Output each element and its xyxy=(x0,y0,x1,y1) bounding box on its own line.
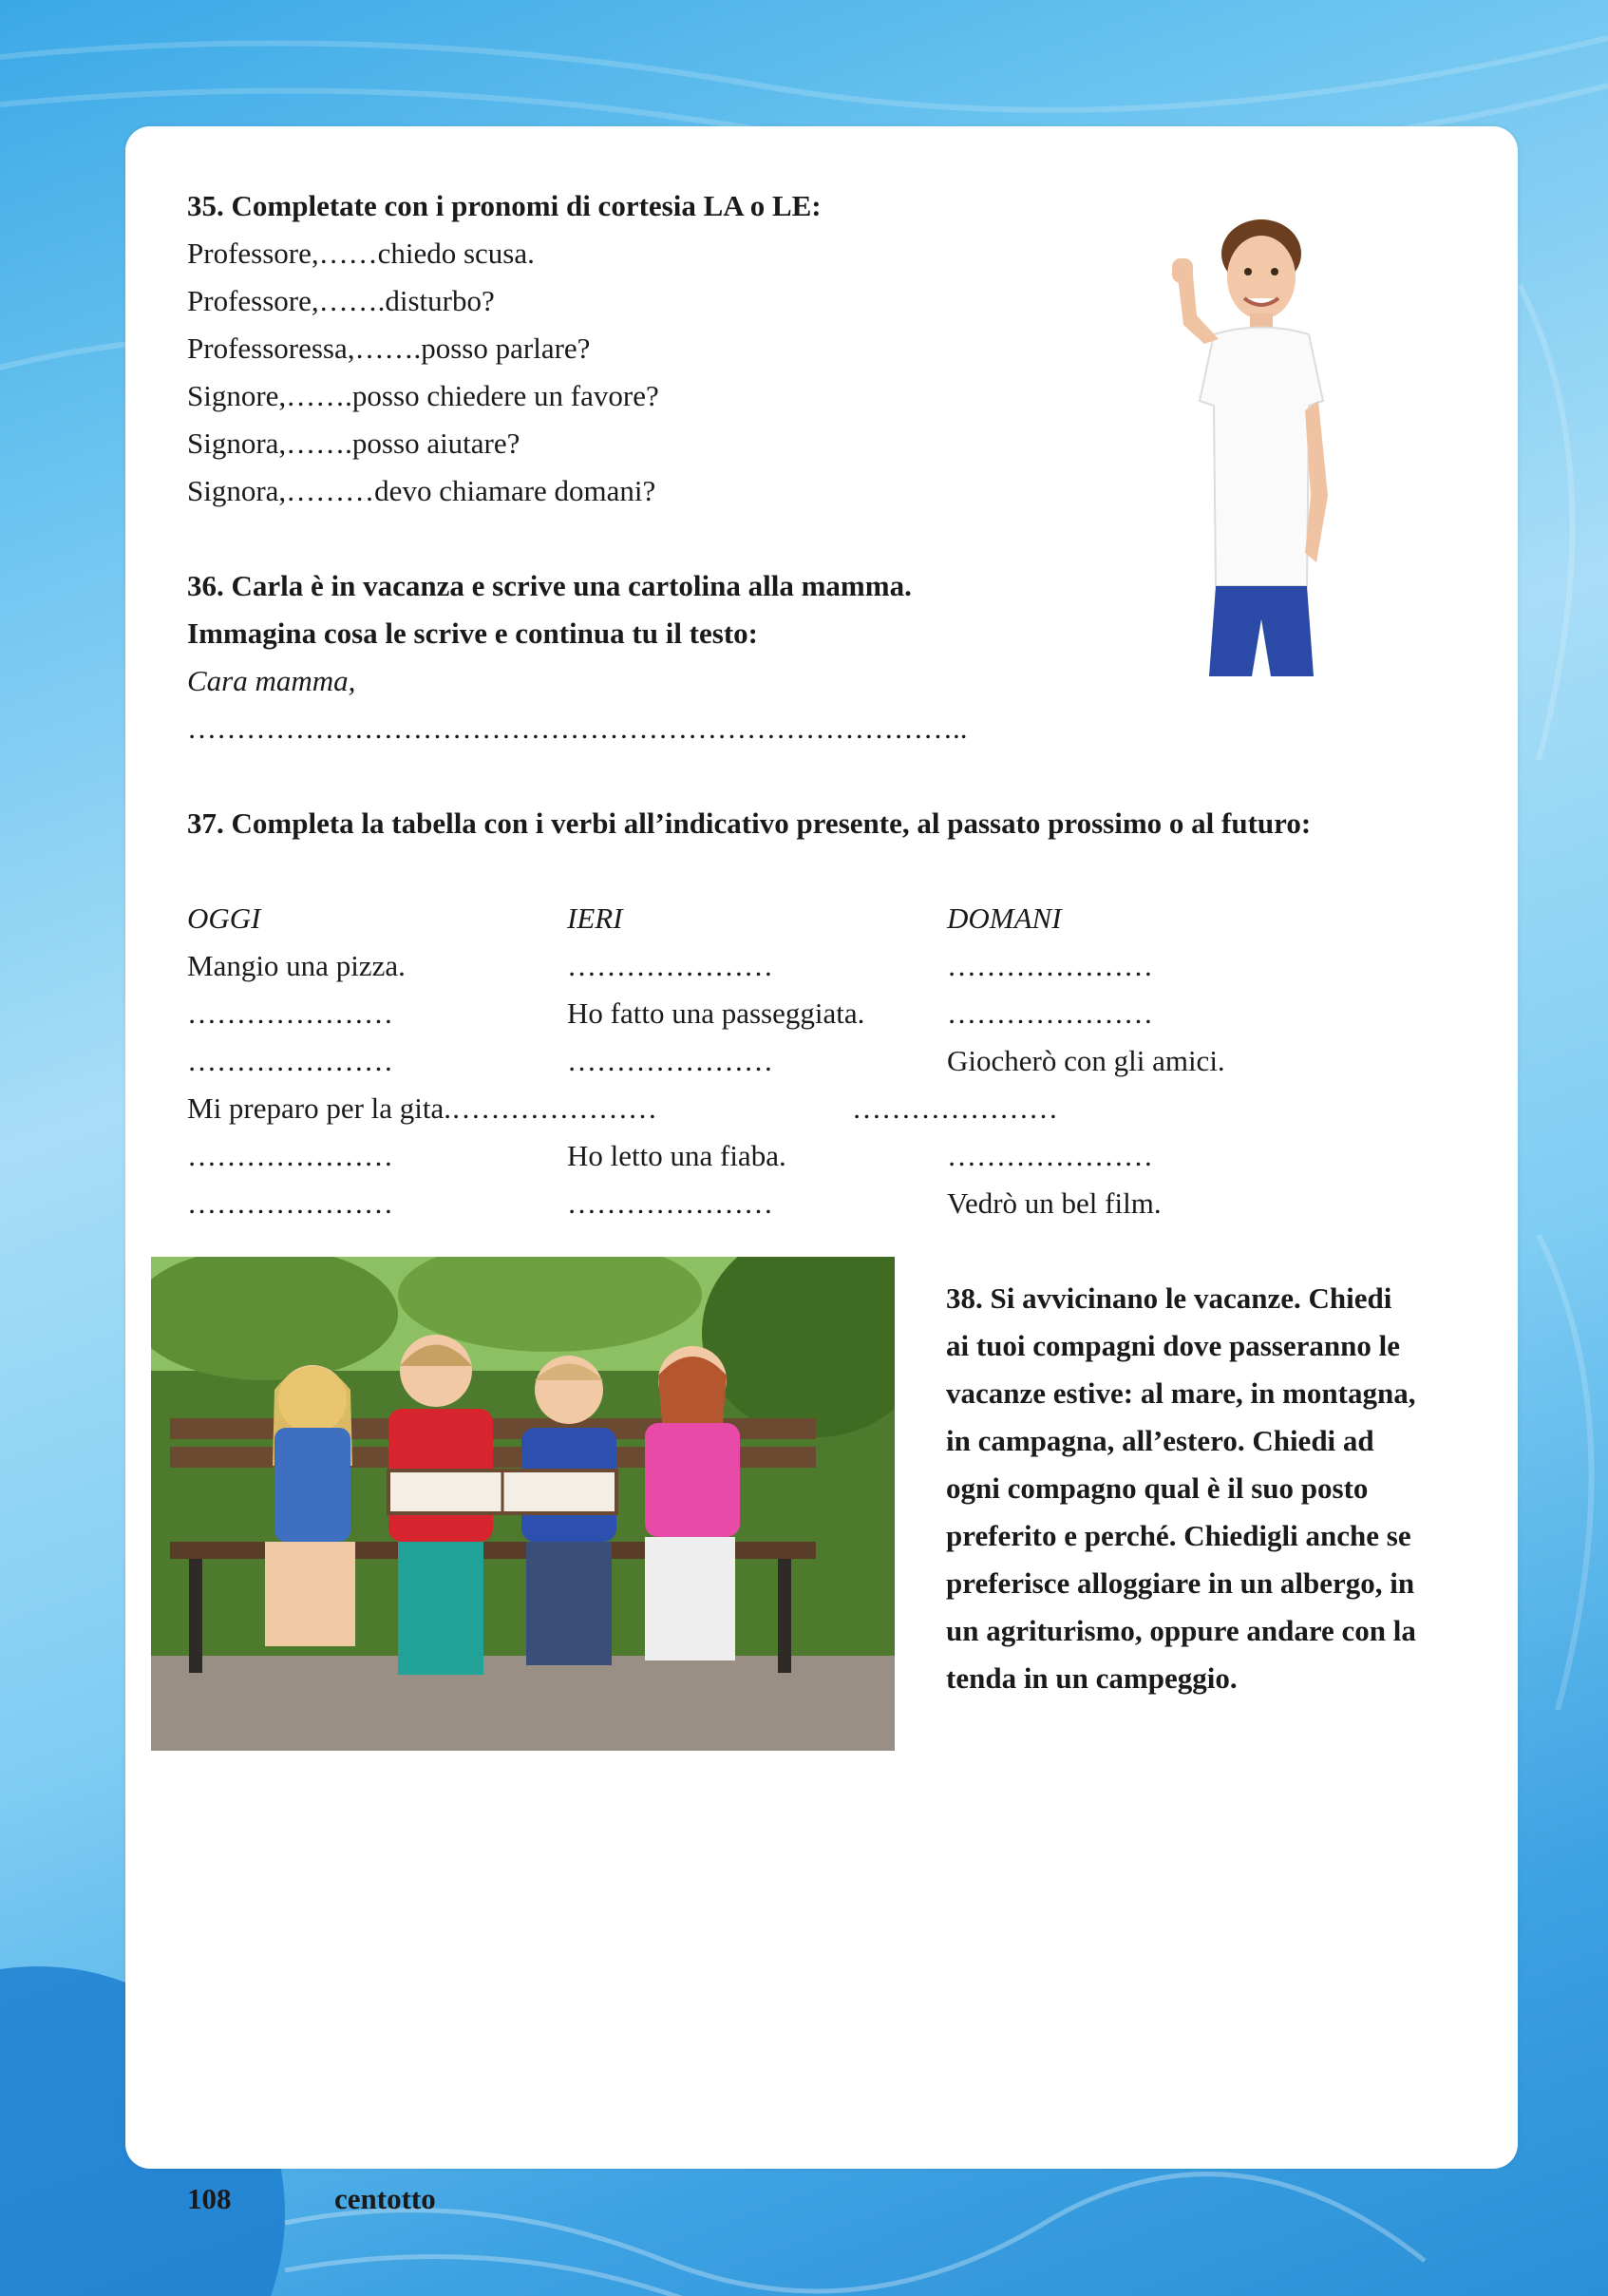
table-cell: ………………… xyxy=(852,1091,1058,1125)
table-cell: ………………… xyxy=(947,949,1153,982)
exercise-35-line: Signora,………devo chiamare domani? xyxy=(187,474,656,507)
page-number-word: centotto xyxy=(334,2182,436,2215)
table-header-ieri: IERI xyxy=(567,901,623,935)
exercise-36-answer-line: …………………………………………………………………….. xyxy=(187,712,968,745)
exercise-38-line: tenda in un campeggio. xyxy=(946,1661,1238,1695)
exercise-36-greeting: Cara mamma, xyxy=(187,664,356,697)
table-cell: ………………… xyxy=(947,996,1153,1030)
table-cell: Ho letto una fiaba. xyxy=(567,1139,786,1172)
exercise-35-line: Professore,……chiedo scusa. xyxy=(187,237,535,270)
exercise-38-line: ogni compagno qual è il suo posto xyxy=(946,1471,1369,1505)
exercise-35-line: Signora,…….posso aiutare? xyxy=(187,427,520,460)
children-reading-on-bench-photo xyxy=(151,1257,895,1751)
page-number: 108 xyxy=(187,2182,232,2215)
exercise-37-title: 37. Completa la tabella con i verbi all’indicativo presente, al passato prossimo o al futuro: xyxy=(187,806,1312,840)
exercise-38-line: preferisce alloggiare in un albergo, in xyxy=(946,1566,1415,1600)
exercise-36-title: Immagina cosa le scrive e continua tu il testo: xyxy=(187,617,758,650)
table-cell: ………………… xyxy=(567,1044,773,1077)
exercise-38-line: vacanze estive: al mare, in montagna, xyxy=(946,1376,1416,1410)
exercise-35-line: Professore,…….disturbo? xyxy=(187,284,495,317)
table-cell: ………………… xyxy=(947,1139,1153,1172)
exercise-35-line: Signore,…….posso chiedere un favore? xyxy=(187,379,659,412)
exercise-36-title: 36. Carla è in vacanza e scrive una cartolina alla mamma. xyxy=(187,569,912,602)
exercise-36 xyxy=(187,562,968,752)
table-cell: ………………… xyxy=(187,1139,393,1172)
table-cell: Mangio una pizza. xyxy=(187,949,406,982)
exercise-38-line: 38. Si avvicinano le vacanze. Chiedi xyxy=(946,1281,1392,1315)
exercise-38 xyxy=(946,1275,1478,1702)
table-cell: ………………… xyxy=(187,1186,393,1220)
table-header-oggi: OGGI xyxy=(187,901,261,935)
table-cell: Vedrò un bel film. xyxy=(947,1186,1162,1220)
boy-thumbs-up-photo xyxy=(1166,211,1347,676)
exercise-35 xyxy=(187,182,822,515)
table-cell: Ho fatto una passeggiata. xyxy=(567,996,865,1030)
table-cell: Giocherò con gli amici. xyxy=(947,1044,1225,1077)
table-header-domani: DOMANI xyxy=(947,901,1062,935)
exercise-37 xyxy=(187,800,1311,847)
exercise-38-line: in campagna, all’estero. Chiedi ad xyxy=(946,1424,1374,1457)
table-cell: ………………… xyxy=(187,1044,393,1077)
exercise-35-line: Professoressa,…….posso parlare? xyxy=(187,332,591,365)
exercise-38-line: ai tuoi compagni dove passeranno le xyxy=(946,1329,1400,1362)
table-cell: ………………… xyxy=(567,949,773,982)
exercise-38-line: un agriturismo, oppure andare con la xyxy=(946,1614,1416,1647)
table-cell: ………………… xyxy=(187,996,393,1030)
exercise-35-title: 35. Completate con i pronomi di cortesia LA o LE: xyxy=(187,189,822,222)
exercise-38-line: preferito e perché. Chiedigli anche se xyxy=(946,1519,1411,1552)
table-cell: ………………… xyxy=(567,1186,773,1220)
table-cell: Mi preparo per la gita.………………… xyxy=(187,1091,658,1125)
